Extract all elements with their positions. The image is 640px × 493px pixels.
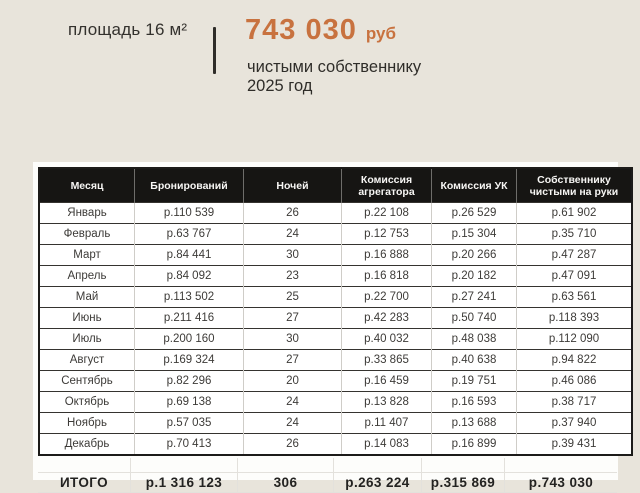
summary-header bbox=[0, 0, 640, 160]
cell-aggregator_fee: р.16 888 bbox=[342, 245, 432, 266]
cell-mgmt_fee: р.20 182 bbox=[432, 266, 517, 287]
total-amount: 743 030 bbox=[245, 14, 357, 46]
cell-owner_net: р.47 287 bbox=[517, 245, 633, 266]
col-header-month: Месяц bbox=[39, 168, 135, 203]
cell-nights: 24 bbox=[244, 224, 342, 245]
cell-bookings: р.57 035 bbox=[135, 413, 244, 434]
spacer-row bbox=[38, 458, 617, 473]
cell-mgmt_fee: р.48 038 bbox=[432, 329, 517, 350]
cell-owner_net: р.35 710 bbox=[517, 224, 633, 245]
cell-nights: 26 bbox=[244, 203, 342, 224]
col-header-nights: Ночей bbox=[244, 168, 342, 203]
cell-owner_net: р.112 090 bbox=[517, 329, 633, 350]
table-body bbox=[39, 203, 632, 456]
cell-month: Май bbox=[39, 287, 135, 308]
table-row bbox=[39, 413, 632, 434]
cell-nights: 25 bbox=[244, 287, 342, 308]
cell-mgmt_fee: р.15 304 bbox=[432, 224, 517, 245]
cell-month: Сентябрь bbox=[39, 371, 135, 392]
amount-subtitle bbox=[247, 58, 421, 96]
cell-owner_net: р.118 393 bbox=[517, 308, 633, 329]
cell-month: Июль bbox=[39, 329, 135, 350]
cell-mgmt_fee: р.13 688 bbox=[432, 413, 517, 434]
cell-bookings: р.200 160 bbox=[135, 329, 244, 350]
col-header-mgmt-fee: Комиссия УК bbox=[432, 168, 517, 203]
table-row bbox=[39, 434, 632, 456]
table-row bbox=[39, 224, 632, 245]
cell-aggregator_fee: р.42 283 bbox=[342, 308, 432, 329]
table-row bbox=[39, 287, 632, 308]
cell-month: Январь bbox=[39, 203, 135, 224]
table-header bbox=[39, 168, 632, 203]
cell-nights: 27 bbox=[244, 350, 342, 371]
cell-aggregator_fee: р.22 700 bbox=[342, 287, 432, 308]
cell-bookings: р.84 441 bbox=[135, 245, 244, 266]
cell-aggregator_fee: р.11 407 bbox=[342, 413, 432, 434]
cell-owner_net: р.37 940 bbox=[517, 413, 633, 434]
cell-bookings: р.69 138 bbox=[135, 392, 244, 413]
cell-aggregator_fee: р.40 032 bbox=[342, 329, 432, 350]
table-row bbox=[39, 308, 632, 329]
cell-bookings: р.110 539 bbox=[135, 203, 244, 224]
cell-nights: 27 bbox=[244, 308, 342, 329]
totals-aggregator-fee: р.263 224 bbox=[334, 473, 422, 493]
vertical-divider bbox=[213, 27, 216, 74]
cell-owner_net: р.38 717 bbox=[517, 392, 633, 413]
table-row bbox=[39, 329, 632, 350]
cell-nights: 30 bbox=[244, 329, 342, 350]
cell-owner_net: р.47 091 bbox=[517, 266, 633, 287]
cell-nights: 26 bbox=[244, 434, 342, 456]
spreadsheet-area bbox=[33, 162, 619, 490]
cell-aggregator_fee: р.22 108 bbox=[342, 203, 432, 224]
totals-row bbox=[38, 473, 617, 493]
cell-nights: 24 bbox=[244, 413, 342, 434]
subtitle-line-2: 2025 год bbox=[247, 77, 313, 95]
amount-row bbox=[245, 14, 396, 47]
cell-bookings: р.70 413 bbox=[135, 434, 244, 456]
cell-aggregator_fee: р.14 083 bbox=[342, 434, 432, 456]
totals-owner-net: р.743 030 bbox=[505, 473, 618, 493]
cell-mgmt_fee: р.27 241 bbox=[432, 287, 517, 308]
totals-nights: 306 bbox=[238, 473, 334, 493]
cell-bookings: р.82 296 bbox=[135, 371, 244, 392]
table-row bbox=[39, 203, 632, 224]
cell-bookings: р.169 324 bbox=[135, 350, 244, 371]
cell-month: Март bbox=[39, 245, 135, 266]
col-header-owner-net: Собственнику чистыми на руки bbox=[517, 168, 633, 203]
cell-month: Октябрь bbox=[39, 392, 135, 413]
monthly-table bbox=[38, 167, 633, 456]
cell-aggregator_fee: р.33 865 bbox=[342, 350, 432, 371]
area-label: площадь 16 м² bbox=[68, 20, 188, 39]
col-header-bookings: Бронирований bbox=[135, 168, 244, 203]
col-header-aggregator-fee: Комиссия агрегатора bbox=[342, 168, 432, 203]
table-row bbox=[39, 350, 632, 371]
cell-mgmt_fee: р.19 751 bbox=[432, 371, 517, 392]
cell-bookings: р.84 092 bbox=[135, 266, 244, 287]
cell-aggregator_fee: р.13 828 bbox=[342, 392, 432, 413]
cell-owner_net: р.63 561 bbox=[517, 287, 633, 308]
table-row bbox=[39, 392, 632, 413]
cell-nights: 30 bbox=[244, 245, 342, 266]
header-row bbox=[39, 168, 632, 203]
cell-bookings: р.113 502 bbox=[135, 287, 244, 308]
table-row bbox=[39, 266, 632, 287]
cell-aggregator_fee: р.12 753 bbox=[342, 224, 432, 245]
currency-label: руб bbox=[365, 24, 396, 43]
totals-bookings: р.1 316 123 bbox=[131, 473, 238, 493]
cell-mgmt_fee: р.16 593 bbox=[432, 392, 517, 413]
cell-aggregator_fee: р.16 459 bbox=[342, 371, 432, 392]
cell-mgmt_fee: р.16 899 bbox=[432, 434, 517, 456]
cell-mgmt_fee: р.20 266 bbox=[432, 245, 517, 266]
subtitle-line-1: чистыми собственнику bbox=[247, 58, 422, 76]
cell-month: Декабрь bbox=[39, 434, 135, 456]
cell-month: Февраль bbox=[39, 224, 135, 245]
table-row bbox=[39, 245, 632, 266]
cell-owner_net: р.39 431 bbox=[517, 434, 633, 456]
table-row bbox=[39, 371, 632, 392]
cell-bookings: р.211 416 bbox=[135, 308, 244, 329]
cell-mgmt_fee: р.50 740 bbox=[432, 308, 517, 329]
totals-label: ИТОГО bbox=[38, 473, 131, 493]
cell-bookings: р.63 767 bbox=[135, 224, 244, 245]
cell-nights: 20 bbox=[244, 371, 342, 392]
cell-month: Июнь bbox=[39, 308, 135, 329]
cell-aggregator_fee: р.16 818 bbox=[342, 266, 432, 287]
cell-month: Ноябрь bbox=[39, 413, 135, 434]
cell-nights: 24 bbox=[244, 392, 342, 413]
cell-owner_net: р.94 822 bbox=[517, 350, 633, 371]
cell-mgmt_fee: р.26 529 bbox=[432, 203, 517, 224]
cell-owner_net: р.46 086 bbox=[517, 371, 633, 392]
totals-table bbox=[38, 458, 617, 493]
cell-nights: 23 bbox=[244, 266, 342, 287]
totals-mgmt-fee: р.315 869 bbox=[422, 473, 505, 493]
cell-owner_net: р.61 902 bbox=[517, 203, 633, 224]
cell-month: Апрель bbox=[39, 266, 135, 287]
cell-mgmt_fee: р.40 638 bbox=[432, 350, 517, 371]
cell-month: Август bbox=[39, 350, 135, 371]
